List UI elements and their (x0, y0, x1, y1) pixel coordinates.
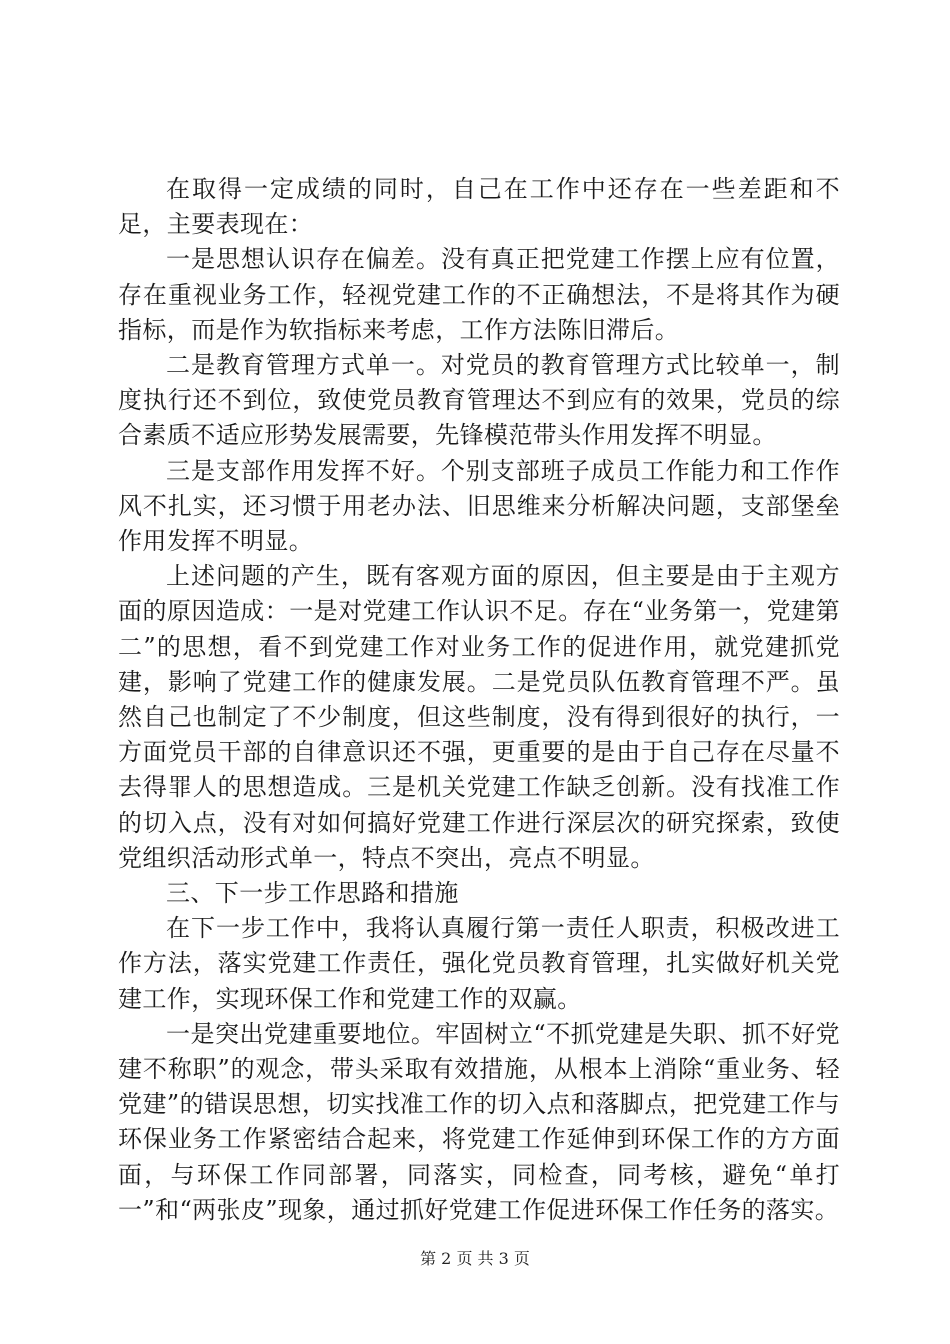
paragraph-party-building-priority: 一是突出党建重要地位。牢固树立“不抓党建是失职、抓不好党建不称职”的观念，带头采取有效措施，从根本上消除“重业务、轻党建”的错误思想，切实找准工作的切入点和落脚点，把党建工作与环保业务工作紧密结合起来，将党建工作延伸到环保工作的方方面面，与环保工作同部署，同落实，同检查，同考核，避免“单打一”和“两张皮”现象，通过抓好党建工作促进环保工作任务的落实。 (118, 1019, 840, 1224)
paragraph-ideological-deviation: 一是思想认识存在偏差。没有真正把党建工作摆上应有位置，存在重视业务工作，轻视党建工作的不正确想法，不是将其作为硬指标，而是作为软指标来考虑，工作方法陈旧滞后。 (118, 245, 840, 344)
section-heading-next-steps: 三、下一步工作思路和措施 (166, 879, 459, 908)
paragraph-branch-role: 三是支部作用发挥不好。个别支部班子成员工作能力和工作作风不扎实，还习惯于用老办法、旧思维来分析解决问题，支部堡垒作用发挥不明显。 (118, 456, 840, 556)
paragraph-problem-causes: 上述问题的产生，既有客观方面的原因，但主要是由于主观方面的原因造成：一是对党建工作认识不足。存在“业务第一，党建第二”的思想，看不到党建工作对业务工作的促进作用，就党建抓党建，影响了党建工作的健康发展。二是党员队伍教育管理不严。虽然自己也制定了不少制度，但这些制度，没有得到很好的执行，一方面党员干部的自律意识还不强，更重要的是由于自己存在尽量不去得罪人的思想造成。三是机关党建工作缺乏创新。没有找准工作的切入点，没有对如何搞好党建工作进行深层次的研究探索，致使党组织活动形式单一，特点不突出，亮点不明显。 (118, 562, 840, 872)
paragraph-shortcomings-intro: 在取得一定成绩的同时，自己在工作中还存在一些差距和不足，主要表现在： (118, 175, 840, 239)
paragraph-next-steps-intro: 在下一步工作中，我将认真履行第一责任人职责，积极改进工作方法，落实党建工作责任，强化党员教育管理，扎实做好机关党建工作，实现环保工作和党建工作的双赢。 (118, 914, 840, 1013)
paragraph-education-management: 二是教育管理方式单一。对党员的教育管理方式比较单一，制度执行还不到位，致使党员教育管理达不到应有的效果，党员的综合素质不适应形势发展需要，先锋模范带头作用发挥不明显。 (118, 351, 840, 450)
document-body (118, 172, 840, 1228)
page-number-footer: 第 2 页 共 3 页 (420, 1249, 530, 1268)
